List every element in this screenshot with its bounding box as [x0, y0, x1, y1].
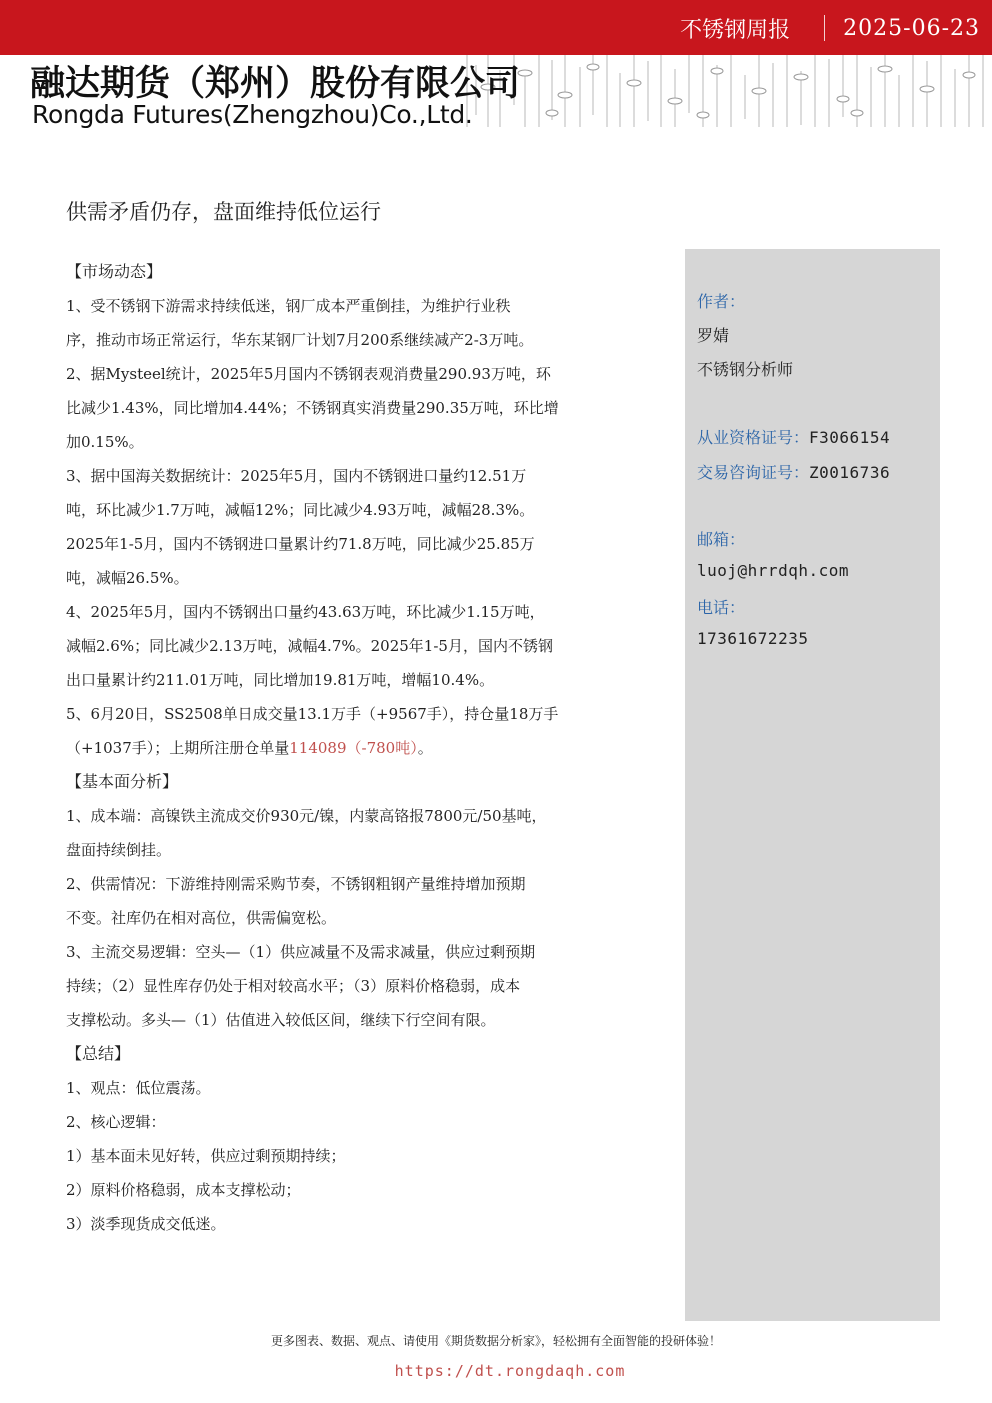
report-headline: 供需矛盾仍存，盘面维持低位运行 [66, 200, 381, 224]
summary-line: 1、观点：低位震荡。 [66, 1079, 211, 1097]
consult-line [697, 460, 890, 483]
market-line: 加0.15%。 [66, 433, 144, 451]
market-line-warehouse [66, 731, 666, 765]
market-line: 吨，环比减少1.7万吨，减幅12%；同比减少4.93万吨，减幅28.3%。 [66, 501, 535, 519]
fundamental-line: 不变。社库仍在相对高位，供需偏宽松。 [66, 909, 337, 927]
summary-line: 3）淡季现货成交低迷。 [66, 1215, 226, 1233]
email-label: 邮箱： [697, 530, 746, 549]
fundamental-line: 3、主流交易逻辑：空头—（1）供应减量不及需求减量，供应过剩预期 [66, 943, 536, 961]
author-sidebar [685, 249, 940, 1321]
fundamental-line: 支撑松动。多头—（1）估值进入较低区间，继续下行空间有限。 [66, 1011, 496, 1029]
author-label: 作者： [697, 292, 746, 311]
consult-number: Z0016736 [809, 463, 891, 482]
warehouse-end: 。 [417, 739, 433, 757]
warehouse-receipt-value: 114089（-780吨） [289, 739, 418, 757]
report-date: 2025-06-23 [843, 15, 980, 41]
footer-note: 更多图表、数据、观点、请使用《期货数据分析家》，轻松拥有全面智能的投研体验！ [270, 1334, 721, 1348]
header-bar [0, 0, 992, 55]
section-title-summary: 【总结】 [66, 1044, 131, 1063]
fundamental-line: 持续；（2）显性库存仍处于相对较高水平；（3）原料价格稳弱，成本 [66, 977, 521, 995]
market-line: 出口量累计约211.01万吨，同比增加19.81万吨，增幅10.4%。 [66, 671, 495, 689]
report-body [66, 255, 666, 1241]
section-title-fundamental: 【基本面分析】 [66, 772, 179, 791]
email-address[interactable]: luoj@hrrdqh.com [697, 561, 849, 580]
consult-label: 交易咨询证号： [697, 463, 810, 482]
market-line: 吨，减幅26.5%。 [66, 569, 189, 587]
market-line: 序，推动市场正常运行，华东某钢厂计划7月200系继续减产2-3万吨。 [66, 331, 534, 349]
company-name-cn: 融达期货（郑州）股份有限公司 [30, 64, 521, 104]
summary-line: 2、核心逻辑： [66, 1113, 166, 1131]
market-line: 减幅2.6%；同比减少2.13万吨，减幅4.7%。2025年1-5月，国内不锈钢 [66, 637, 553, 655]
market-line: 2、据Mysteel统计，2025年5月国内不锈钢表观消费量290.93万吨，环 [66, 365, 551, 383]
footer-link[interactable]: https://dt.rongdaqh.com [394, 1362, 626, 1380]
qualification-line [697, 425, 890, 448]
section-title-market: 【市场动态】 [66, 262, 163, 281]
market-line: 3、据中国海关数据统计：2025年5月，国内不锈钢进口量约12.51万 [66, 467, 527, 485]
report-type: 不锈钢周报 [680, 17, 791, 43]
author-title: 不锈钢分析师 [697, 360, 794, 379]
qualification-label: 从业资格证号： [697, 428, 810, 447]
fundamental-line: 盘面持续倒挂。 [66, 841, 172, 859]
author-name: 罗婧 [697, 326, 730, 345]
market-line: 2025年1-5月，国内不锈钢进口量累计约71.8万吨，同比减少25.85万 [66, 535, 535, 553]
market-line: 5、6月20日，SS2508单日成交量13.1万手（+9567手），持仓量18万手 [66, 705, 559, 723]
summary-line: 1）基本面未见好转，供应过剩预期持续； [66, 1147, 346, 1165]
fundamental-line: 2、供需情况：下游维持刚需采购节奏，不锈钢粗钢产量维持增加预期 [66, 875, 526, 893]
fundamental-line: 1、成本端：高镍铁主流成交价930元/镍，内蒙高铬报7800元/50基吨， [66, 807, 547, 825]
header-decoration [462, 55, 992, 127]
market-line: 比减少1.43%，同比增加4.44%；不锈钢真实消费量290.35万吨，环比增 [66, 399, 559, 417]
header-separator [824, 15, 825, 41]
phone-label: 电话： [697, 598, 746, 617]
header-info [680, 10, 980, 46]
qualification-number: F3066154 [809, 428, 891, 447]
phone-number: 17361672235 [697, 629, 809, 648]
warehouse-text: （+1037手）；上期所注册仓单量 [66, 739, 290, 757]
company-name-en: Rongda Futures(Zhengzhou)Co.,Ltd. [32, 100, 473, 129]
market-line: 1、受不锈钢下游需求持续低迷，钢厂成本严重倒挂，为维护行业秩 [66, 297, 511, 315]
summary-line: 2）原料价格稳弱，成本支撑松动； [66, 1181, 301, 1199]
market-line: 4、2025年5月，国内不锈钢出口量约43.63万吨，环比减少1.15万吨， [66, 603, 545, 621]
